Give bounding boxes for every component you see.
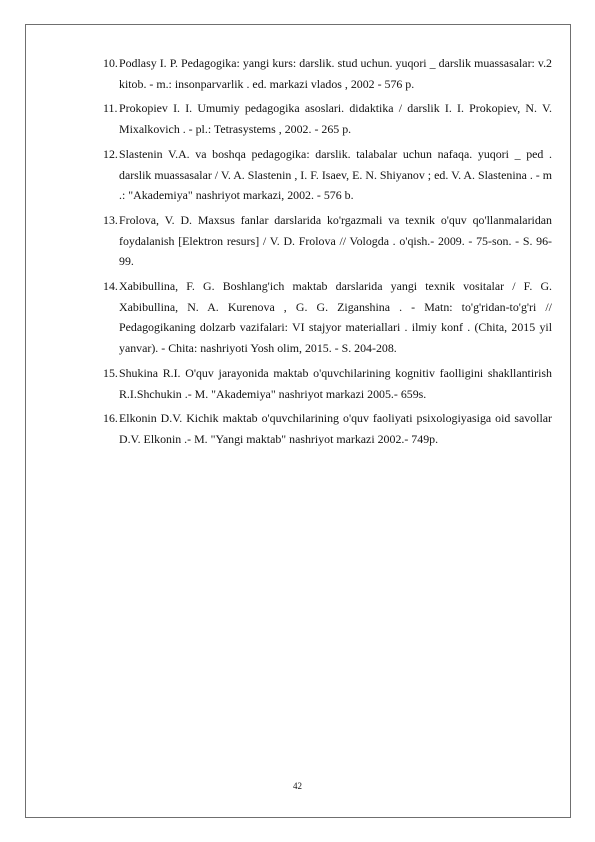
reference-item [103, 276, 552, 359]
reference-item [103, 210, 552, 272]
reference-item [103, 408, 552, 449]
reference-number: 12. [103, 146, 118, 161]
reference-text: Podlasy I. P. Pedagogika: yangi kurs: darslik. stud uchun. yuqori _ darslik muassasalar: v.2 kitob. - m.: insonparvarlik . ed. markazi vlados , 2002 - 576 p. [119, 56, 552, 91]
reference-number: 11. [103, 101, 118, 116]
reference-text: Shukina R.I. O'quv jarayonida maktab o'quvchilarining kognitiv faolligini shakllantirish R.I.Shchukin .- M. "Akademiya" nashriyot markazi 2005.- 659s. [119, 365, 552, 401]
reference-number: 14. [103, 279, 118, 294]
reference-number: 13. [103, 212, 118, 227]
reference-number: 16. [103, 411, 118, 426]
reference-text: Elkonin D.V. Kichik maktab o'quvchilarining o'quv faoliyati psixologiyasiga oid savollar D.V. Elkonin .- M. "Yangi maktab" nashriyot markazi 2002.- 749p. [119, 411, 552, 446]
reference-text: Slastenin V.A. va boshqa pedagogika: darslik. talabalar uchun nafaqa. yuqori _ ped . darslik muassasalar / V. A. Slastenin , I. F. Isaev, E. N. Shiyanov ; ed. V. A. Slastenina . - m .: "Akademiya" nashriyot markazi, 2002. - 576 b. [119, 146, 552, 203]
reference-list [103, 53, 552, 454]
reference-number: 15. [103, 365, 118, 380]
reference-item [103, 363, 552, 404]
reference-text: Prokopiev I. I. Umumiy pedagogika asoslari. didaktika / darslik I. I. Prokopiev, N. V. Mixalkovich . - pl.: Tetrasystems , 2002. - 265 p. [119, 101, 552, 137]
reference-text: Frolova, V. D. Maxsus fanlar darslarida ko'rgazmali va texnik o'quv qo'llanmalaridan foydalanish [Elektron resurs] / V. D. Frolova // Vologda . o'qish.- 2009. - 75-son. - S. 96-99. [119, 212, 552, 269]
reference-item [103, 98, 552, 139]
page-number: 42 [293, 781, 302, 791]
reference-text: Xabibullina, F. G. Boshlang'ich maktab darslarida yangi texnik vositalar / F. G. Xabibullina, N. A. Kurenova , G. G. Ziganshina . - Matn: to'g'ridan-to'g'ri // Pedagogikaning dolzarb vazifalari: VI stajyor materiallari . ilmiy konf . (Chita, 2015 yil yanvar). - Chita: nashriyoti Yosh olim, 2015. - S. 204-208. [119, 279, 552, 356]
reference-item [103, 53, 552, 94]
reference-item [103, 144, 552, 206]
reference-number: 10. [103, 56, 118, 70]
